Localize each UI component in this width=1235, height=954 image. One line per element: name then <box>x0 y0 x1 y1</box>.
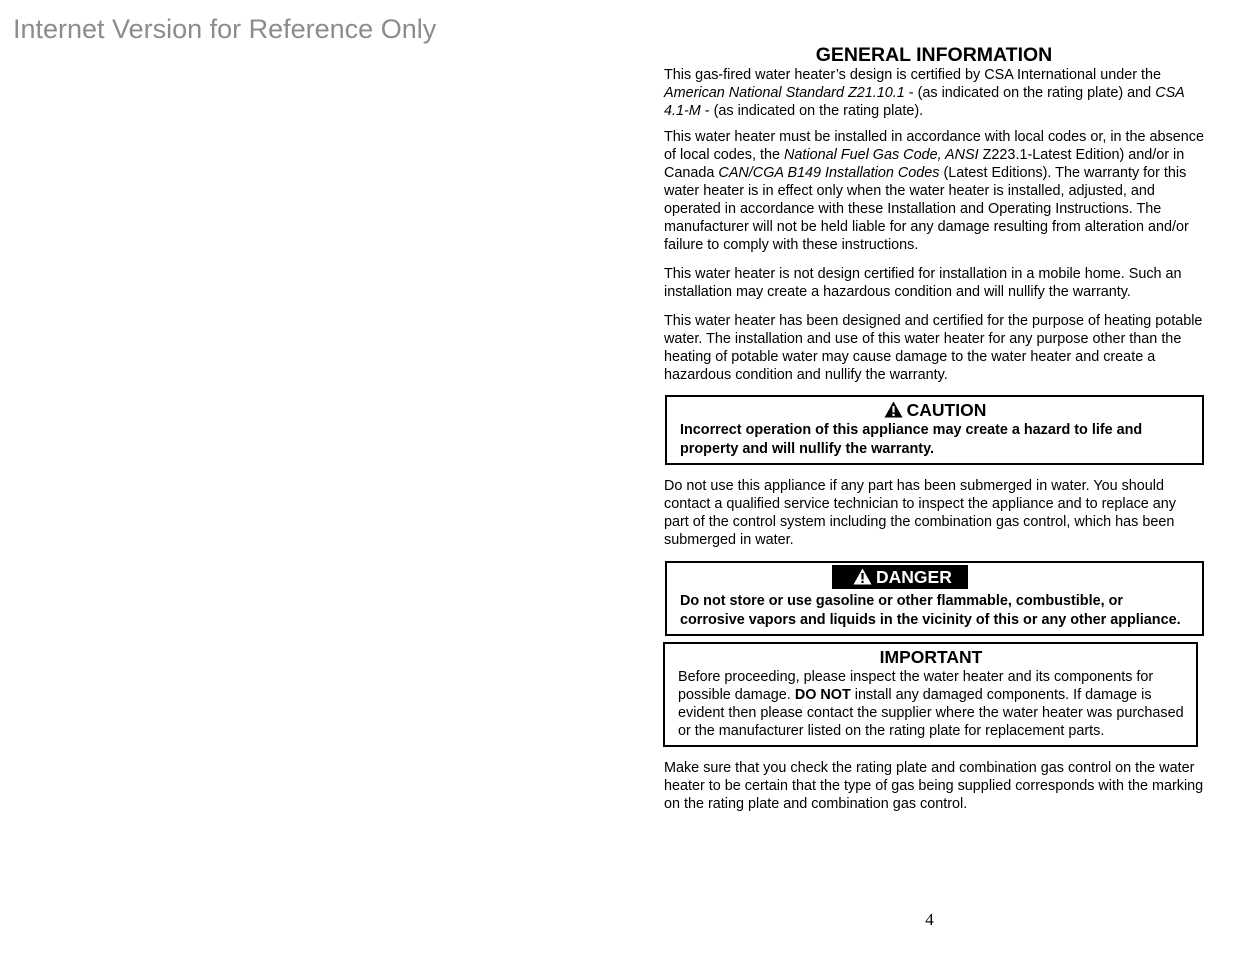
important-do-not: DO NOT <box>794 687 851 703</box>
caution-box <box>665 395 1204 465</box>
fuel-gas-code-name: National Fuel Gas Code, ANSI <box>784 147 979 163</box>
potable-water-paragraph: This water heater has been designed and certified for the purpose of heating potable water. The installation and use of this water heater for any purpose other than the heating of potable water may cause damage to the water heater and create a hazardous condition and nullify the warranty. <box>664 313 1203 383</box>
danger-label: DANGER <box>876 567 952 587</box>
important-text-c: install any damaged components. If damage is evident then please contact the supplier where the water heater was purchased or the manufacturer listed on the rating plate for replacement parts. <box>678 687 1184 739</box>
danger-label-badge <box>832 565 968 589</box>
canadian-code-name: CAN/CGA B149 Installation Codes <box>718 165 940 181</box>
danger-heading <box>680 565 1190 589</box>
danger-box <box>665 561 1204 636</box>
installation-text-d: -Latest Edition) and/or in Canada <box>664 147 1185 181</box>
warning-triangle-icon <box>853 568 872 585</box>
important-box <box>663 642 1198 747</box>
certification-text-c: - (as indicated on the rating plate) and <box>904 85 1156 101</box>
section-title: GENERAL INFORMATION <box>815 44 1053 66</box>
certification-text-e: - (as indicated on the rating plate). <box>700 103 924 119</box>
caution-heading <box>680 399 1190 421</box>
installation-text-f: (Latest Editions). The warranty for this water heater is in effect only when the water heater is installed, adjusted, and operated in accordance with these Installation and Operating Instructions. The manufacturer will not be held liable for any damage resulting from alteration and/or failure to comply with these instructions. <box>664 165 1189 253</box>
standard-name-z21: American National Standard Z21.10.1 <box>664 85 905 101</box>
rating-plate-paragraph: Make sure that you check the rating plate and combination gas control on the water heater to be certain that the type of gas being supplied corresponds with the marking on the rating plate and combination gas control. <box>664 760 1204 812</box>
installation-codes-paragraph <box>664 128 1204 254</box>
important-heading: IMPORTANT <box>879 647 983 667</box>
submerged-paragraph: Do not use this appliance if any part has been submerged in water. You should contact a qualified service technician to inspect the appliance and to replace any part of the control system including the combination gas control, which has been submerged in water. <box>664 478 1176 548</box>
danger-text: Do not store or use gasoline or other flammable, combustible, or corrosive vapors and liquids in the vicinity of this or any other appliance. <box>680 593 1181 628</box>
installation-text-a: This water heater must be installed in accordance with local codes or, in the absence of local codes, the <box>664 129 1204 163</box>
warning-triangle-icon <box>884 401 903 418</box>
certification-text-a: This gas-fired water heater’s design is certified by CSA International under the <box>664 67 1162 83</box>
standard-name-csa: CSA 4.1-M <box>664 85 1185 119</box>
caution-text: Incorrect operation of this appliance may create a hazard to life and property and will nullify the warranty. <box>680 422 1143 457</box>
important-text <box>678 668 1184 740</box>
watermark-text: Internet Version for Reference Only <box>13 14 437 44</box>
page-number: 4 <box>925 910 934 929</box>
installation-text-c: Z223.1 <box>978 147 1028 163</box>
important-text-a: Before proceeding, please inspect the water heater and its components for possible damage. <box>678 669 1154 703</box>
mobile-home-paragraph: This water heater is not design certified for installation in a mobile home. Such an installation may create a hazardous condition and will nullify the warranty. <box>664 266 1182 300</box>
caution-label: CAUTION <box>906 400 987 420</box>
general-information-section <box>664 44 1204 824</box>
certification-paragraph <box>664 66 1204 120</box>
